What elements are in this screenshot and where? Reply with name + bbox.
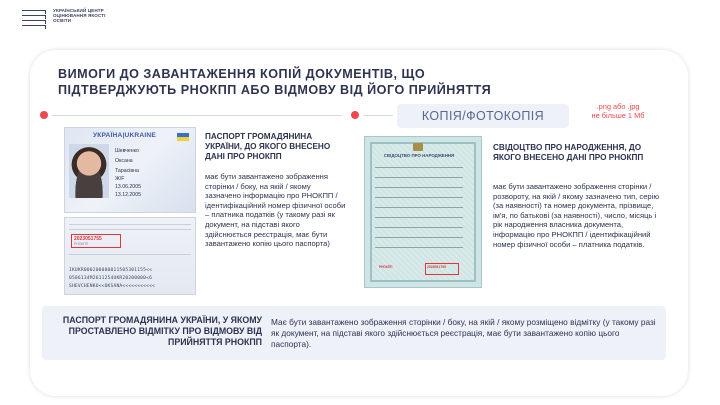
certificate-line bbox=[375, 217, 463, 218]
logo-text: УКРАЇНСЬКИЙ ЦЕНТР ОЦІНЮВАННЯ ЯКОСТІ ОСВІТИ bbox=[53, 8, 106, 24]
passport-photo bbox=[69, 144, 109, 198]
certificate-line bbox=[375, 247, 463, 248]
passport-line bbox=[69, 229, 191, 230]
certificate-line bbox=[375, 177, 463, 178]
page-title: ВИМОГИ ДО ЗАВАНТАЖЕННЯ КОПІЙ ДОКУМЕНТІВ, ЩО ПІДТВЕРДЖУЮТЬ РНОКПП АБО ВІДМОВУ ВІД ЙОГО ПРИЙНЯТТЯ bbox=[58, 67, 492, 97]
passport-header: УКРАЇНА|UKRAINE bbox=[93, 132, 156, 139]
certificate-line bbox=[375, 167, 463, 168]
certificate-heading: СВІДОЦТВО ПРО НАРОДЖЕННЯ, ДО ЯКОГО ВНЕСЕНО ДАНІ ПРО РНОКПП bbox=[493, 143, 644, 162]
passport-image bbox=[64, 127, 196, 295]
certificate-tax-label: РНОКПП bbox=[379, 265, 393, 269]
divider-left bbox=[52, 115, 342, 116]
passport-mrz-1: IKUKR000200000011505301155<< bbox=[69, 268, 153, 273]
passport-description: має бути завантажено зображення сторінки / боку, на якій / якому зазначено інформацію про РНОКПП / ідентифікаційний номер фізичної особи – платника податків (у такому разі як документ, на підставі якого здійснюється реєстрація, має бути завантажено копію цього паспорта) bbox=[205, 172, 346, 249]
passport-tax-id: 2023051755 bbox=[74, 236, 102, 242]
format-note-text: .png або .jpg не більше 1 Мб bbox=[591, 102, 645, 120]
certificate-tax-id: 2023051755 bbox=[427, 265, 446, 269]
passport-mrz-2: 0506134M2611254UKR20200000<6 bbox=[69, 276, 153, 281]
red-dot-right bbox=[351, 111, 359, 119]
passport-issue-date: 13.12.2005 bbox=[115, 192, 141, 198]
passport-patronymic: Тарасівна bbox=[115, 168, 139, 174]
certificate-line bbox=[375, 207, 463, 208]
passport-mrz-3: SHEVCHENKO<<OKSANA<<<<<<<<<<< bbox=[69, 284, 156, 289]
flag-icon bbox=[177, 133, 189, 141]
refusal-description: Має бути завантажено зображення сторінки / боку, на якій / якому розміщено відмітку (у такому разі як документ, на підставі якого здійснюється реєстрація, має бути завантажено копію цього паспорта). bbox=[271, 317, 656, 349]
certificate-title: СВІДОЦТВО ПРО НАРОДЖЕННЯ bbox=[383, 153, 455, 158]
passport-tax-label: РНОКПП bbox=[74, 242, 89, 246]
coat-of-arms-icon bbox=[413, 143, 423, 151]
refusal-heading: ПАСПОРТ ГРОМАДЯНИНА УКРАЇНИ, У ЯКОМУ ПРОСТАВЛЕНО ВІДМІТКУ ПРО ВІДМОВУ ВІД ПРИЙНЯТТЯ РНОКПП bbox=[62, 315, 262, 347]
certificate-line bbox=[375, 197, 463, 198]
divider-right bbox=[363, 115, 393, 116]
logo bbox=[22, 8, 117, 30]
birth-certificate-image bbox=[364, 136, 482, 288]
red-dot-left bbox=[40, 111, 48, 119]
certificate-line bbox=[375, 227, 463, 228]
passport-surname: Шевченко bbox=[115, 148, 139, 154]
format-note bbox=[578, 102, 658, 120]
passport-line bbox=[69, 224, 191, 225]
certificate-line bbox=[375, 237, 463, 238]
passport-back-page bbox=[64, 217, 196, 295]
certificate-frame bbox=[370, 142, 476, 282]
passport-sex: Ж/F bbox=[115, 176, 125, 182]
passport-name: Оксана bbox=[115, 158, 133, 164]
ucequ-logo-icon bbox=[22, 8, 48, 30]
copy-badge: КОПІЯ/ФОТОКОПІЯ bbox=[397, 104, 569, 128]
passport-front-page bbox=[64, 127, 196, 213]
certificate-description: має бути завантажено зображення сторінки / розвороту, на якій / якому зазначено тип, серію (за наявності) та номер документа, прізвище, ім'я, по батькові (за наявності), число, місяць і рік народження власника документа, інформацію про РНОКПП / ідентифікаційний номер фізичної особи – платника податків. bbox=[493, 182, 660, 249]
passport-heading: ПАСПОРТ ГРОМАДЯНИНА УКРАЇНИ, ДО ЯКОГО ВНЕСЕНО ДАНІ ПРО РНОКПП bbox=[205, 132, 331, 161]
passport-birth-date: 13.06.2005 bbox=[115, 184, 141, 190]
passport-line bbox=[69, 254, 191, 255]
certificate-line bbox=[375, 187, 463, 188]
